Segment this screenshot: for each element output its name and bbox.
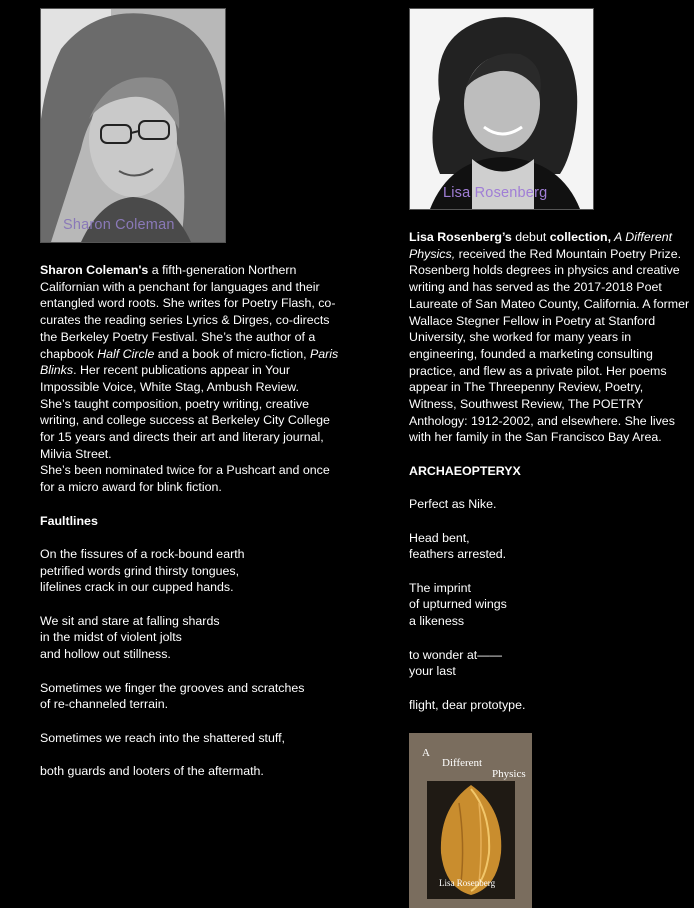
- poem-title: [40, 513, 340, 530]
- poem-stanza: Sometimes we reach into the shattered stuff,: [40, 730, 285, 745]
- bio-text: . Her recent publications appear in Your Impossible Voice, White Stag, Ambush Review.: [40, 363, 299, 394]
- right-column: [409, 8, 694, 908]
- poem-stanza: to wonder at—— your last: [409, 647, 502, 679]
- bio-name: Lisa Rosenberg’s: [409, 230, 512, 244]
- left-column: [40, 8, 340, 780]
- cover-word: Different: [442, 757, 483, 770]
- bio-text: received the Red Mountain Poetry Prize. Rosenberg holds degrees in physics and creative writing and has served as the 2017-2018 Poet Laureate of San Mateo County, California. A former Wallace Stegner Fellow in Poetry at Stanford University, she worked for many years in engineering, founded a marketing consulting practice, and flew as a private pilot. Her poems appear in The Threepenny Review, Poetry, Witness, Southwest Review, The POETRY Anthology: 1912-2002, and elsewhere. She lives with her family in the San Francisco Bay Area.: [409, 246, 690, 445]
- bio-text: debut: [511, 230, 550, 244]
- sharon-bio-3: She’s been nominated twice for a Pushcart and once for a micro award for blink fiction.: [40, 463, 330, 495]
- cover-author: Lisa Rosenberg: [439, 878, 496, 889]
- book-cover: [409, 733, 532, 908]
- book-title: A Different Physics,: [409, 230, 673, 261]
- cover-word: Physics: [492, 768, 526, 781]
- poem-stanza: flight, dear prototype.: [409, 697, 526, 712]
- poem-stanza: We sit and stare at falling shards in the midst of violent jolts and hollow out stillness.: [40, 613, 220, 662]
- poem-title: [409, 463, 694, 480]
- lisa-bio: [409, 229, 694, 446]
- poem-title-text: Faultlines: [40, 513, 98, 528]
- sharon-bio: [40, 262, 340, 396]
- bio-text: a fifth-generation Northern Californian with a penchant for languages and their entangled word roots. She writes for Poetry Flash, co-curates the reading series Lyrics & Dirges, co-directs the Berkeley Poetry Festival. She’s the author of a chapbook: [40, 263, 336, 361]
- lisa-rosenberg-photo: [409, 8, 594, 210]
- poem-stanza: On the fissures of a rock-bound earth petrified words grind thirsty tongues, lifelines crack in our cupped hands.: [40, 546, 245, 595]
- portrait-illustration: [41, 9, 225, 242]
- sharon-coleman-photo: [40, 8, 226, 243]
- cover-word: A: [422, 747, 430, 760]
- bio-text: and a book of micro-fiction,: [154, 346, 310, 361]
- photo-caption: Sharon Coleman: [63, 217, 175, 233]
- poem-stanza: Sometimes we finger the grooves and scratches of re-channeled terrain.: [40, 680, 305, 712]
- poem-title-text: ARCHAEOPTERYX: [409, 463, 521, 478]
- poem-stanza: Perfect as Nike.: [409, 497, 497, 512]
- book-title: Half Circle: [97, 346, 155, 361]
- poem-stanza: both guards and looters of the aftermath.: [40, 764, 264, 778]
- book-title: Paris Blinks: [40, 346, 339, 378]
- photo-caption: Lisa Rosenberg: [443, 185, 548, 201]
- sharon-bio-2: She’s taught composition, poetry writing, creative writing, and college success at Berkeley City College for 15 years and directs their art and literary journal, Milvia Street.: [40, 396, 330, 461]
- portrait-illustration: [410, 9, 593, 209]
- bio-name: Sharon Coleman's: [40, 263, 149, 277]
- bio-text: collection,: [549, 230, 612, 244]
- poem-stanza: The imprint of upturned wings a likeness: [409, 580, 507, 629]
- poem-stanza: Head bent, feathers arrested.: [409, 530, 507, 562]
